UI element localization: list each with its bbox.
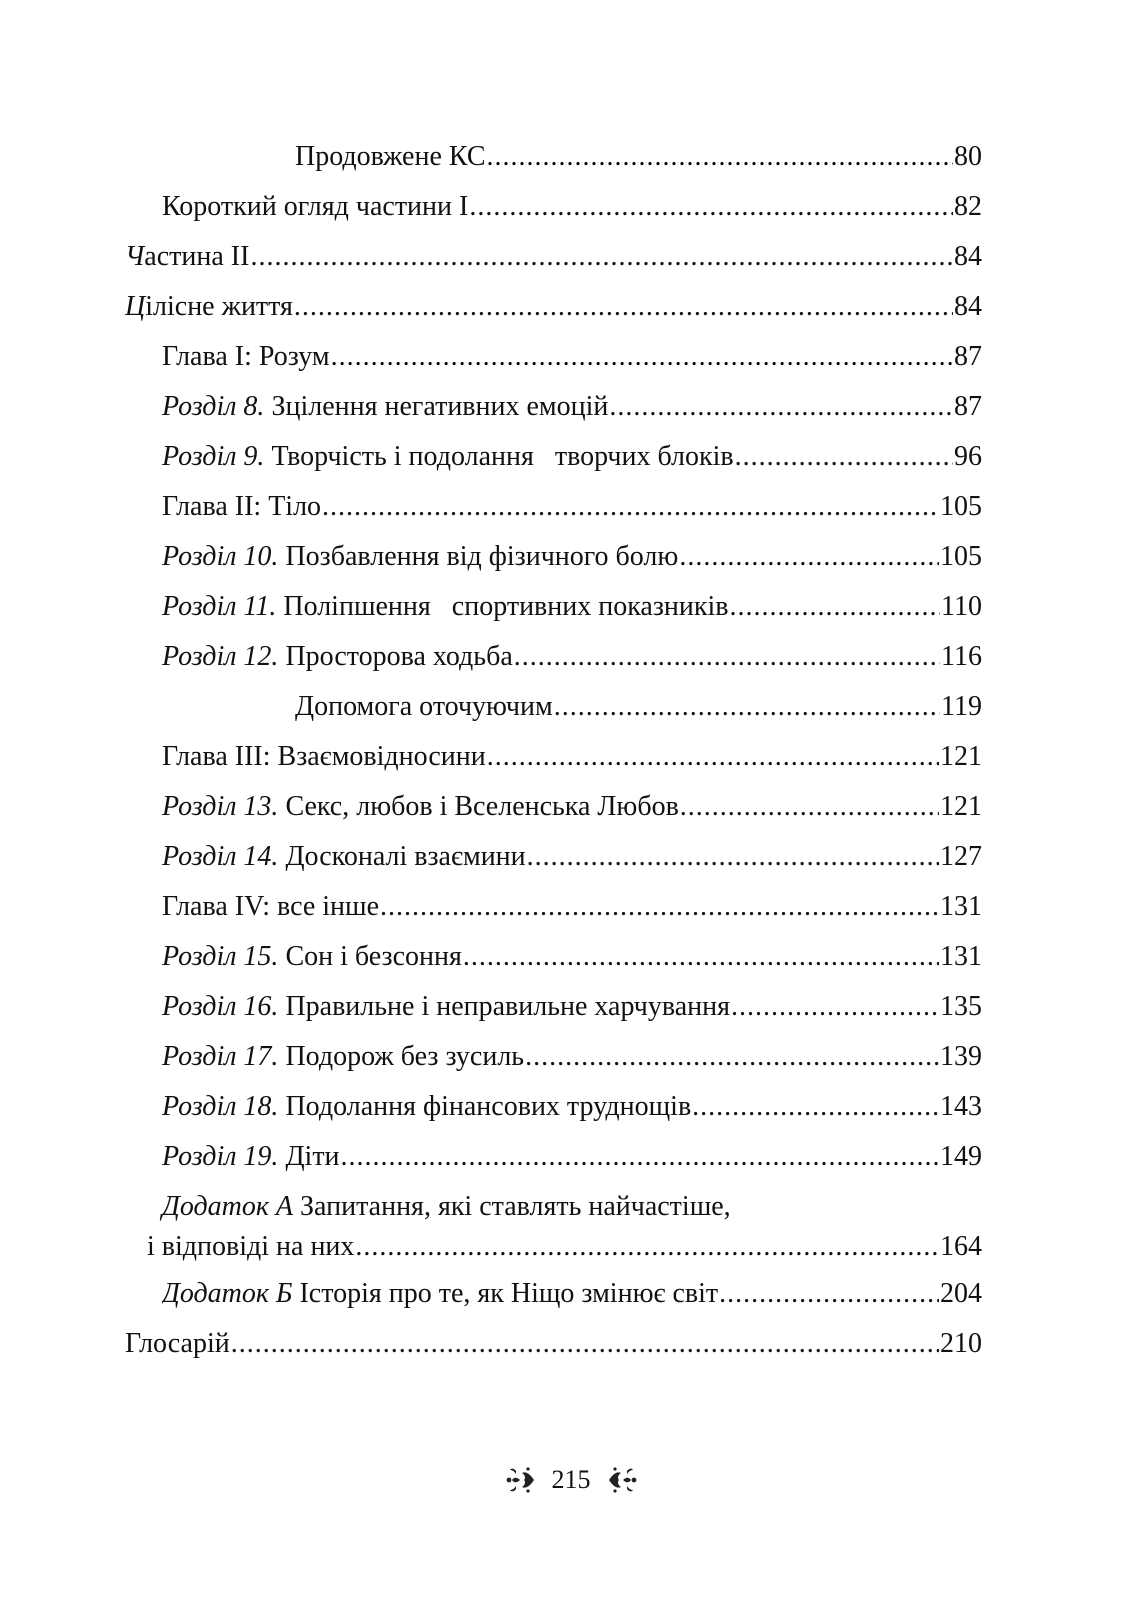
toc-entry-page: 119 xyxy=(941,691,982,722)
toc-entry-prefix: Розділ 15. xyxy=(162,941,279,972)
dot-leader xyxy=(731,987,939,1027)
toc-entry-page: 131 xyxy=(940,891,982,922)
toc-entry xyxy=(0,837,1142,877)
toc-entry-label: Частина ІІ xyxy=(125,241,250,272)
toc-entry-label: Подолання фінансових труднощів xyxy=(285,1091,692,1122)
toc-entry-label-continued: і відповіді на них xyxy=(147,1231,355,1262)
toc-entry xyxy=(0,687,1142,727)
toc-entry xyxy=(0,237,1142,277)
toc-entry xyxy=(0,787,1142,827)
toc-entry xyxy=(0,1137,1142,1177)
toc-entry-page: 135 xyxy=(940,991,982,1022)
toc-entry xyxy=(0,487,1142,527)
toc-entry-label: Досконалі взаємини xyxy=(285,841,526,872)
toc-entry-page: 139 xyxy=(940,1041,982,1072)
toc-entry-prefix: Додаток А xyxy=(162,1191,294,1222)
toc-entry-label: Просторова ходьба xyxy=(285,641,513,672)
toc-entry-prefix: Розділ 8. xyxy=(162,391,265,422)
toc-entry xyxy=(0,987,1142,1027)
dot-leader xyxy=(719,1274,939,1314)
toc-entry-label: Правильне і неправильне харчування xyxy=(285,991,730,1022)
toc-entry-prefix: Розділ 17. xyxy=(162,1041,279,1072)
dot-leader xyxy=(679,537,939,577)
toc-entry-prefix: Розділ 9. xyxy=(162,441,265,472)
toc-entry-page: 87 xyxy=(954,391,982,422)
dot-leader xyxy=(729,587,940,627)
toc-entry-page: 96 xyxy=(954,441,982,472)
toc-entry-label: Діти xyxy=(285,1141,340,1172)
toc-entry-label: Позбавлення від фізичного болю xyxy=(285,541,679,572)
toc-entry-label: Поліпшення спортивних показників xyxy=(283,591,729,622)
toc-entry xyxy=(0,337,1142,377)
toc-entry xyxy=(0,537,1142,577)
toc-entry-label: Сон і безсоння xyxy=(285,941,462,972)
toc-entry-prefix: Розділ 11. xyxy=(162,591,277,622)
dot-leader xyxy=(231,1324,939,1364)
toc-entry-label: Зцілення негативних емоцій xyxy=(271,391,609,422)
dot-leader xyxy=(331,337,953,377)
toc-entry-page: 87 xyxy=(954,341,982,372)
toc-entry xyxy=(0,1087,1142,1127)
toc-entry-prefix: Розділ 12. xyxy=(162,641,279,672)
toc-entry-page: 82 xyxy=(954,191,982,222)
toc-entry xyxy=(0,587,1142,627)
toc-entry-label: Глава І: Розум xyxy=(162,341,330,372)
dot-leader xyxy=(609,387,953,427)
toc-entry-page: 131 xyxy=(940,941,982,972)
toc-entry-page: 143 xyxy=(940,1091,982,1122)
ornament-right-icon xyxy=(605,1465,639,1495)
toc-entry-label: Творчість і подолання творчих блоків xyxy=(271,441,734,472)
ornament-left-icon xyxy=(504,1465,538,1495)
toc-entry-prefix: Розділ 18. xyxy=(162,1091,279,1122)
toc-entry-label: Допомога оточуючим xyxy=(295,691,553,722)
dot-leader xyxy=(680,787,939,827)
toc-entry-page: 121 xyxy=(940,741,982,772)
toc-entry xyxy=(0,1037,1142,1077)
toc-entry-label: Продовжене КС xyxy=(295,141,486,172)
toc-entry xyxy=(0,287,1142,327)
initial-letter: Ц xyxy=(125,291,146,322)
toc-entry-label: Історія про те, як Ніщо змінює світ xyxy=(299,1278,719,1309)
toc-entry-label: Цілісне життя xyxy=(125,291,293,322)
toc-entry-label: Подорож без зусиль xyxy=(285,1041,525,1072)
toc-entry-label: Короткий огляд частини І xyxy=(162,191,469,222)
toc-entry xyxy=(0,387,1142,427)
toc-entry-page: 80 xyxy=(954,141,982,172)
toc-entry-label: Глава ІІІ: Взаємовідносини xyxy=(162,741,486,772)
dot-leader xyxy=(527,837,939,877)
toc-entry-prefix: Розділ 19. xyxy=(162,1141,279,1172)
toc-entry-page: 105 xyxy=(940,541,982,572)
dot-leader xyxy=(380,887,939,927)
dot-leader xyxy=(341,1137,939,1177)
dot-leader xyxy=(250,237,953,277)
toc-entry-label: Глава ІІ: Тіло xyxy=(162,491,322,522)
toc-entry-page: 110 xyxy=(941,591,982,622)
toc-entry xyxy=(0,1324,1142,1364)
toc-entry-page: 210 xyxy=(940,1328,982,1359)
toc-entry-prefix: Розділ 14. xyxy=(162,841,279,872)
dot-leader xyxy=(487,137,953,177)
toc-entry-multiline xyxy=(0,1187,1142,1267)
page-footer xyxy=(0,1460,1142,1500)
toc-entry-page: 84 xyxy=(954,241,982,272)
toc-entry xyxy=(0,1274,1142,1314)
initial-letter: Ч xyxy=(125,241,145,272)
toc-entry xyxy=(0,637,1142,677)
toc-entry-page: 105 xyxy=(940,491,982,522)
toc-entry-prefix: Розділ 16. xyxy=(162,991,279,1022)
toc-entry-prefix: Розділ 10. xyxy=(162,541,279,572)
toc-entry-label: Глосарій xyxy=(125,1328,230,1359)
dot-leader xyxy=(692,1087,939,1127)
dot-leader xyxy=(355,1227,939,1267)
toc-entry xyxy=(0,187,1142,227)
dot-leader xyxy=(294,287,953,327)
toc-entry-label: Секс, любов і Вселенська Любов xyxy=(285,791,679,822)
toc-entry xyxy=(0,737,1142,777)
dot-leader xyxy=(514,637,940,677)
toc-entry-page: 149 xyxy=(940,1141,982,1172)
toc-entry xyxy=(0,887,1142,927)
toc-entry-page: 121 xyxy=(940,791,982,822)
toc-entry-prefix: Додаток Б xyxy=(162,1278,293,1309)
dot-leader xyxy=(322,487,939,527)
dot-leader xyxy=(469,187,953,227)
toc-entry-page: 84 xyxy=(954,291,982,322)
toc-entry-label: Глава ІV: все інше xyxy=(162,891,380,922)
toc-entry xyxy=(0,937,1142,977)
dot-leader xyxy=(487,737,939,777)
toc-entry xyxy=(0,437,1142,477)
dot-leader xyxy=(463,937,939,977)
dot-leader xyxy=(525,1037,939,1077)
toc-entry xyxy=(0,137,1142,177)
toc-entry-label: Запитання, які ставлять найчастіше, xyxy=(300,1191,731,1222)
dot-leader xyxy=(735,437,953,477)
toc-entry-page: 204 xyxy=(940,1278,982,1309)
toc-entry-prefix: Розділ 13. xyxy=(162,791,279,822)
toc-entry-page: 127 xyxy=(940,841,982,872)
page-number: 215 xyxy=(551,1465,591,1494)
toc-entry-page: 164 xyxy=(940,1231,982,1262)
dot-leader xyxy=(554,687,940,727)
toc-entry-page: 116 xyxy=(941,641,982,672)
